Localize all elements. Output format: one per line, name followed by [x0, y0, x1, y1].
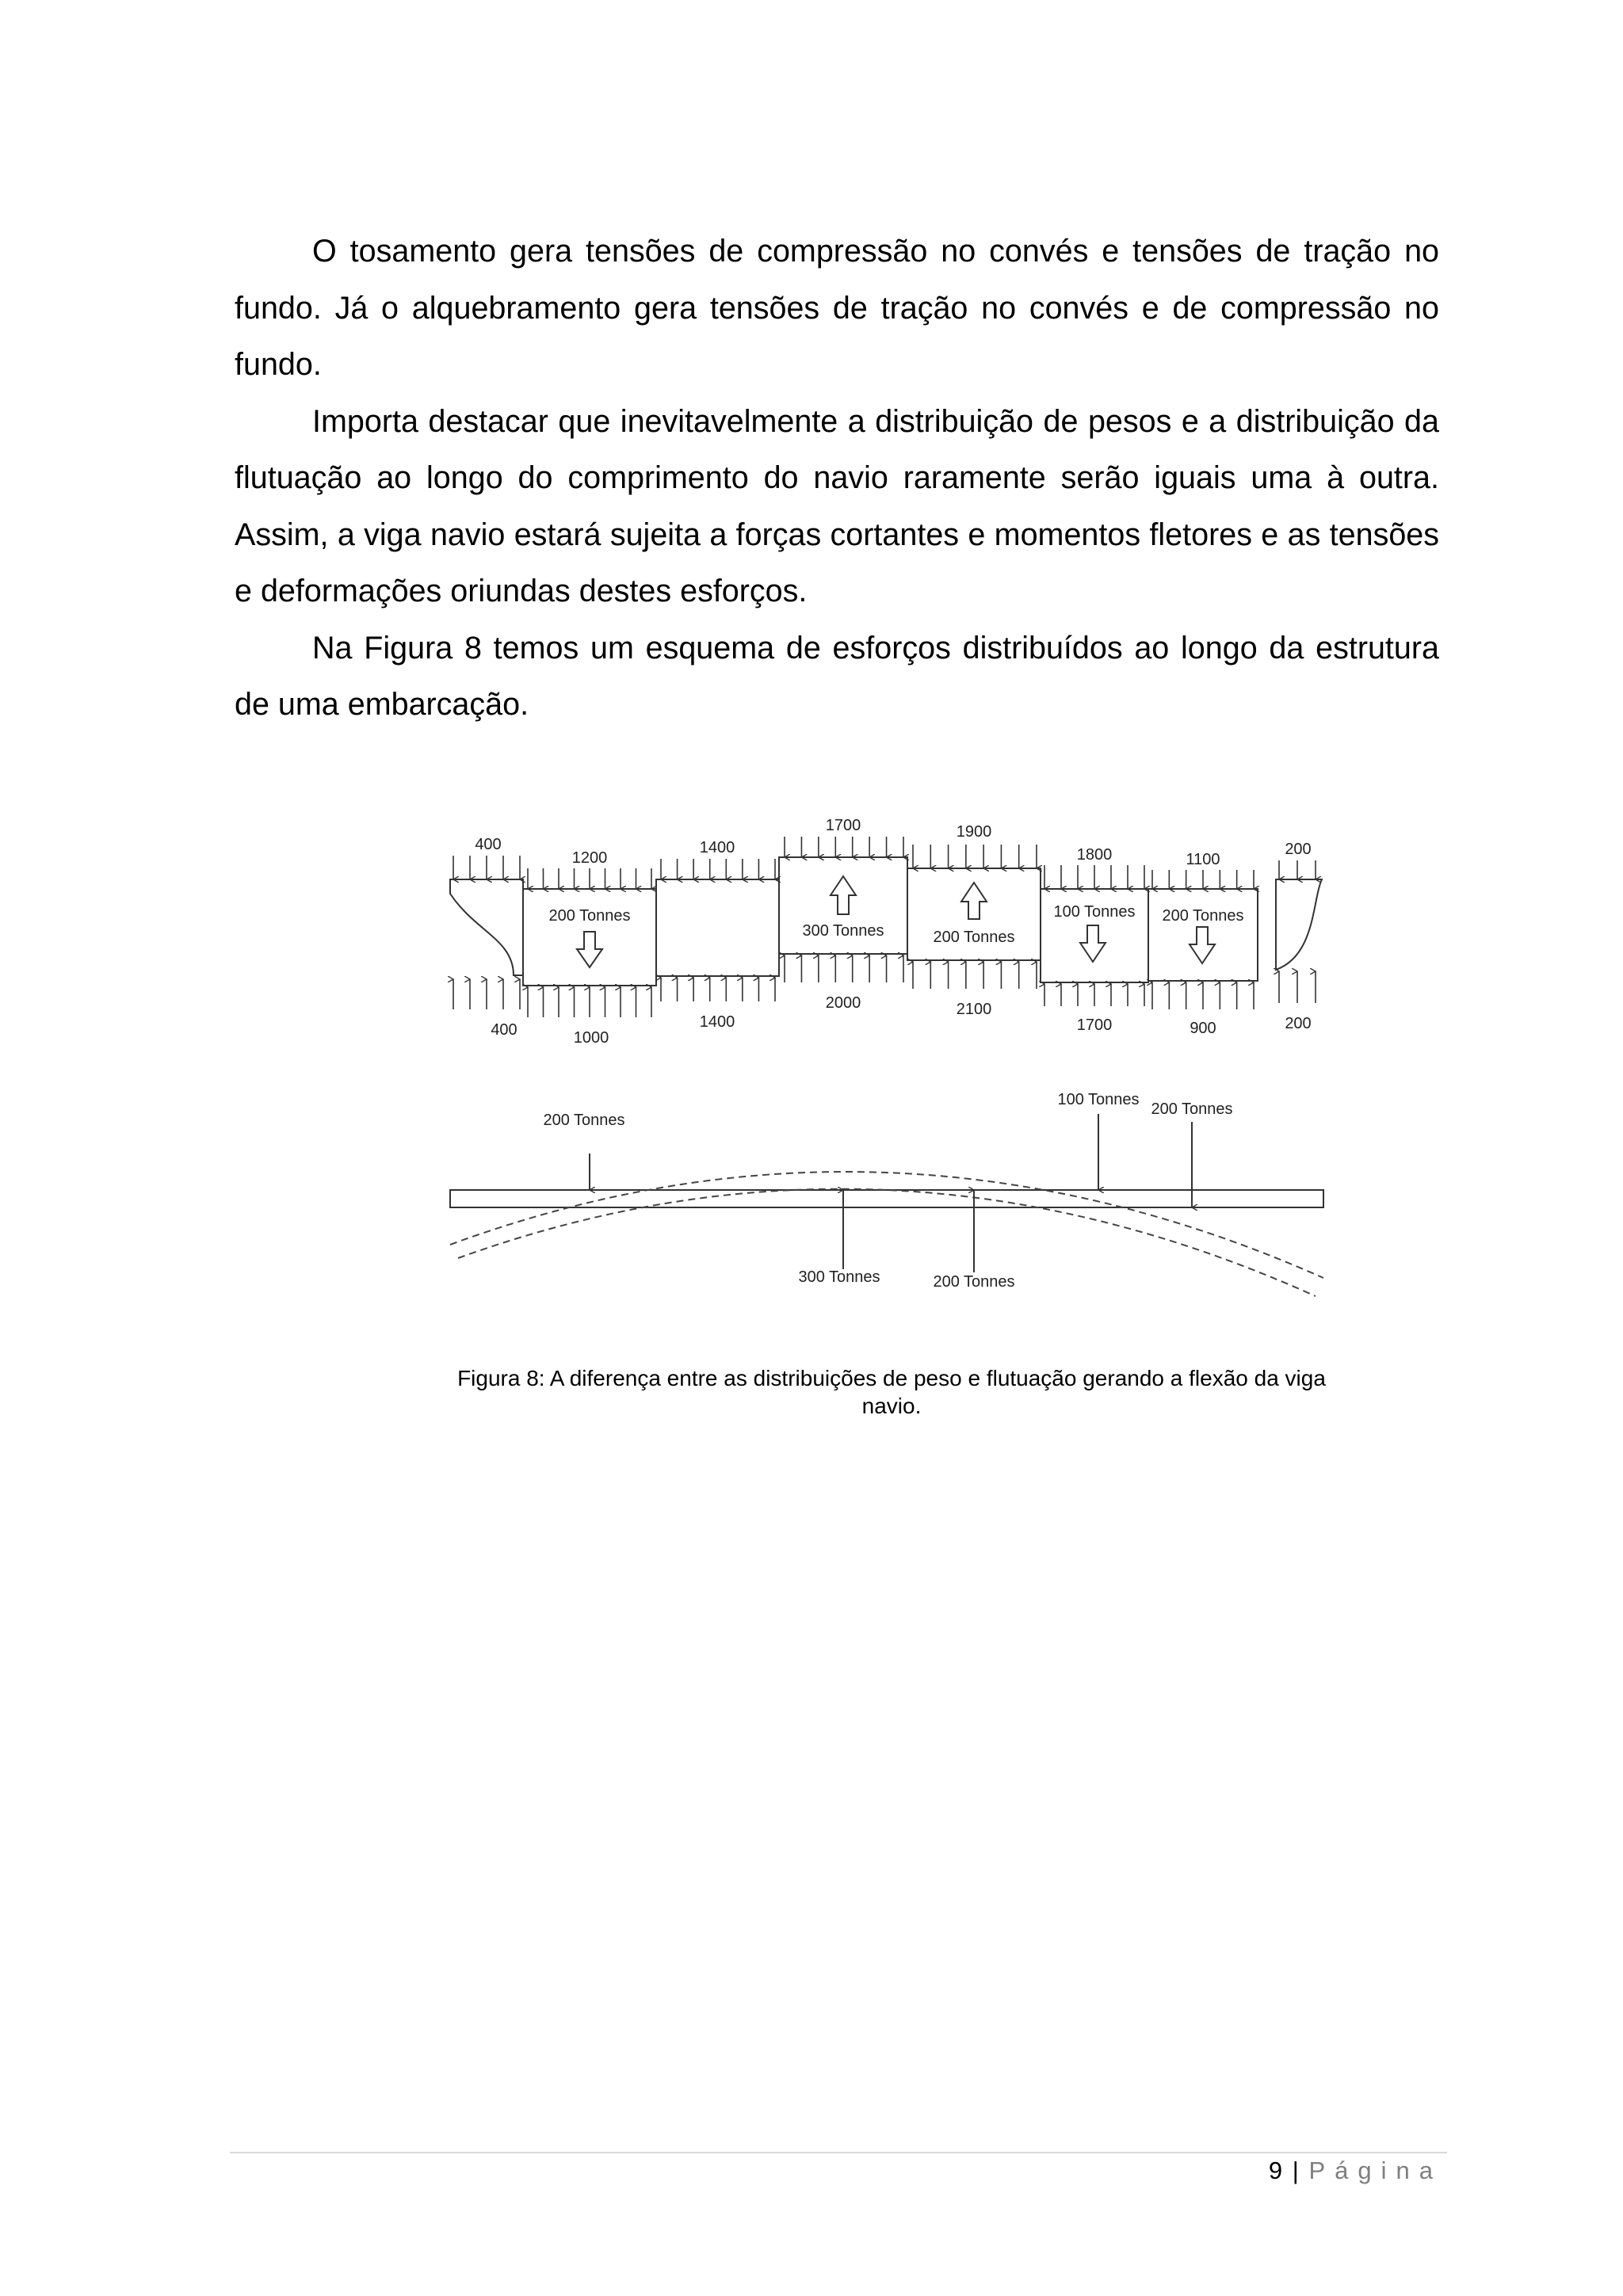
beam-load-label-1: 200 Tonnes: [543, 1112, 625, 1129]
net-load-label-4: 200 Tonnes: [933, 929, 1015, 946]
footer-divider: [230, 2152, 1447, 2153]
beam-load-label-4: 300 Tonnes: [798, 1268, 880, 1286]
figure-caption: Figura 8: A diferença entre as distribuições de peso e flutuação gerando a flexão da viga navio.: [457, 1366, 1326, 1418]
page-word: Página: [1308, 2157, 1442, 2184]
net-down-arrow-6: [1190, 927, 1215, 963]
beam-load-label-3: 200 Tonnes: [1151, 1100, 1233, 1118]
page-number: 9: [1268, 2157, 1283, 2184]
weight-label-5: 1900: [956, 823, 992, 841]
buoyancy-label-5: 2100: [956, 1001, 992, 1018]
buoyancy-label-4: 2000: [825, 994, 861, 1012]
hull-block-2: [656, 879, 779, 976]
paragraph-3: Na Figura 8 temos um esquema de esforços distribuídos ao longo da estrutura de uma embarcação.: [235, 630, 1439, 722]
net-down-arrow-5: [1080, 925, 1106, 962]
page-footer: [1269, 2155, 1442, 2187]
footer-separator: |: [1292, 2157, 1299, 2184]
net-up-arrow-3: [831, 876, 856, 914]
net-load-label-3: 300 Tonnes: [802, 922, 884, 940]
weight-label-4: 1700: [825, 817, 861, 834]
figure-8: [444, 813, 1339, 1320]
net-down-arrow-1: [577, 932, 602, 967]
buoyancy-label-1: 400: [491, 1021, 517, 1039]
beam-load-label-2: 100 Tonnes: [1057, 1091, 1140, 1108]
net-load-label-1: 200 Tonnes: [548, 907, 631, 925]
body-text: [235, 223, 1439, 734]
paragraph-1: O tosamento gera tensões de compressão no convés e tensões de tração no fundo. Já o alquebramento gera tensões de tração no convés e de compressão no fundo.: [235, 234, 1439, 382]
buoyancy-label-3: 1400: [699, 1013, 735, 1031]
buoyancy-label-2: 1000: [573, 1029, 609, 1047]
weight-label-6: 1800: [1076, 846, 1113, 864]
hull-block-6: [1148, 889, 1258, 981]
hull-block-1: [523, 889, 656, 986]
weight-label-1: 400: [475, 836, 502, 853]
net-up-arrow-4: [961, 883, 987, 919]
stern-section: [450, 879, 523, 975]
ship-loading-diagram: [444, 813, 1339, 1320]
paragraph-2: Importa destacar que inevitavelmente a distribuição de pesos e a distribuição da flutuação ao longo do comprimento do navio raramente serão iguais uma à outra. Assim, a viga navio estará sujeita a forças cortantes e momentos fletores e as tensões e deformações oriundas destes esforços.: [235, 403, 1439, 608]
net-load-label-6: 200 Tonnes: [1162, 907, 1244, 925]
beam-load-label-5: 200 Tonnes: [933, 1273, 1015, 1291]
weight-label-8: 200: [1285, 841, 1312, 858]
deflected-beam-lower: [458, 1189, 1316, 1296]
weight-label-2: 1200: [571, 849, 608, 867]
net-load-label-5: 100 Tonnes: [1053, 903, 1136, 921]
bow-section: [1276, 879, 1322, 970]
weight-label-3: 1400: [699, 839, 735, 856]
weight-label-7: 1100: [1186, 851, 1220, 868]
buoyancy-label-7: 900: [1190, 1020, 1216, 1037]
buoyancy-label-8: 200: [1285, 1015, 1312, 1032]
buoyancy-label-6: 1700: [1076, 1016, 1113, 1034]
